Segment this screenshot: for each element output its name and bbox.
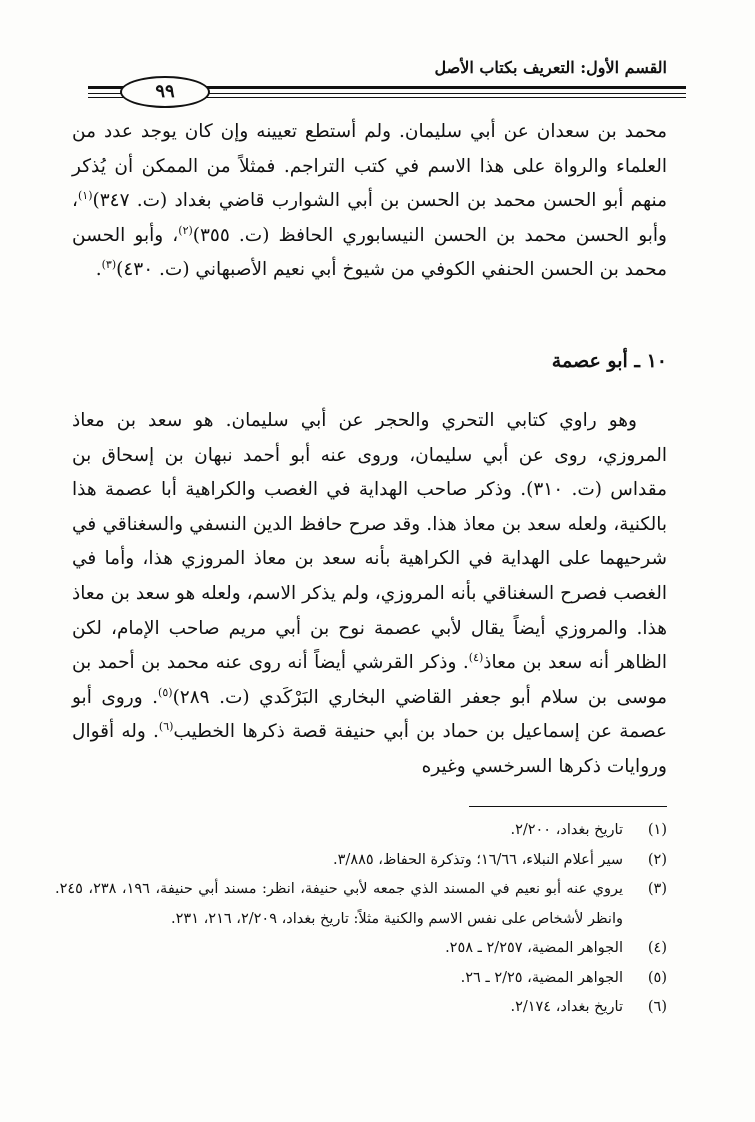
paragraph1-text-c: ، وأبو الحسن محمد بن الحسن الحنفي الكوفي من شيوخ أبي نعيم الأصبهاني (ت. ٤٣٠) bbox=[72, 224, 667, 281]
footnote-text: الجواهر المضية، ٢/٢٥ ـ ٢٦. bbox=[460, 969, 623, 986]
paragraph-abu-isma bbox=[72, 404, 667, 785]
footnote-number: (٤) bbox=[647, 940, 667, 956]
running-head: القسم الأول: التعريف بكتاب الأصل bbox=[434, 58, 667, 77]
footnote-text: تاريخ بغداد، ٢/١٧٤. bbox=[510, 999, 623, 1015]
footnote-ref-1[interactable]: (١) bbox=[77, 189, 93, 203]
footnote bbox=[55, 993, 667, 1023]
footnote-separator bbox=[469, 806, 667, 807]
paragraph1-text-b: ، وأبو الحسن محمد بن الحسن النيسابوري الحافظ (ت. ٣٥٥) bbox=[72, 190, 667, 246]
footnote-number: (٥) bbox=[647, 969, 667, 986]
footnote-text: سير أعلام النبلاء، ١٦/٦٦؛ وتذكرة الحفاظ، ٣/٨٨٥. bbox=[333, 851, 623, 868]
footnote bbox=[55, 875, 667, 934]
footnote-text: تاريخ بغداد، ٢/٢٠٠. bbox=[510, 822, 623, 838]
paragraph2-text-a: وهو راوي كتابي التحري والحجر عن أبي سليمان. هو سعد بن معاذ المروزي، روى عن أبي سليمان، وروى عنه أبو أحمد نبهان بن إسحاق بن مقداس (ت. ٣١٠). وذكر صاحب الهداية في الغصب والكراهية أبا عصمة هذا بالكنية، ولعله سعد بن معاذ هذا. وقد صرح حافظ الدين النسفي والسغناقي في شرحيهما على الهداية في الكراهية بأنه سعد بن معاذ المروزي هذا، وأما في الغصب فصرح السغناقي بأنه المروزي، ولم يذكر الاسم، ولعله هو سعد بن معاذ هذا. والمروزي أيضاً يقال لأبي عصمة نوح بن أبي مريم صاحب الإمام، لكن الظاهر أنه سعد بن معاذ bbox=[72, 410, 668, 674]
footnote-number: (٢) bbox=[647, 851, 667, 868]
footnotes bbox=[55, 816, 667, 1023]
footnote-text: الجواهر المضية، ٢/٢٥٧ ـ ٢٥٨. bbox=[445, 940, 623, 956]
footnote-number: (٦) bbox=[647, 999, 667, 1015]
footnote-ref-6[interactable]: (٦) bbox=[158, 720, 174, 734]
paragraph2-text-d: . وله أقوال وروايات ذكرها السرخسي وغيره bbox=[72, 721, 667, 777]
paragraph2-text-c: . وروى أبو عصمة عن إسماعيل بن حماد بن أبي حنيفة قصة ذكرها الخطيب bbox=[72, 686, 667, 743]
paragraph1-text: محمد بن سعدان عن أبي سليمان. ولم أستطع تعيينه وإن كان يوجد عدد من العلماء والرواة على هذا الاسم في كتب التراجم. فمثلاً من الممكن أن يُذكر منهم أبو الحسن محمد بن الحسن بن أبي الشوارب قاضي بغداد (ت. ٣٤٧) bbox=[72, 121, 667, 212]
footnote bbox=[55, 846, 667, 876]
footnote-ref-4[interactable]: (٤) bbox=[468, 651, 484, 664]
footnote-number: (٣) bbox=[647, 881, 667, 897]
footnote-text: يروي عنه أبو نعيم في المسند الذي جمعه لأبي حنيفة، انظر: مسند أبي حنيفة، ١٩٦، ٢٣٨، ٢٤٥. وانظر لأشخاص على نفس الاسم والكنية مثلاً: تاريخ بغداد، ٢/٢٠٩، ٢١٦، ٢٣١. bbox=[55, 881, 623, 927]
paragraph1-end: . bbox=[95, 259, 102, 281]
paragraph-continued bbox=[72, 115, 667, 288]
footnote bbox=[55, 816, 667, 846]
footnote-ref-3[interactable]: (٣) bbox=[101, 258, 117, 272]
paragraph2-text-b: . وذكر القرشي أيضاً أنه روى عنه محمد بن أحمد بن موسى بن سلام أبو جعفر القاضي البخاري البَرْكَدي (ت. ٢٨٩) bbox=[72, 652, 667, 708]
section-heading: ١٠ ـ أبو عصمة bbox=[551, 350, 667, 372]
footnote-ref-5[interactable]: (٥) bbox=[158, 685, 173, 699]
page-number: ٩٩ bbox=[120, 76, 210, 108]
footnote bbox=[55, 964, 667, 994]
footnote-number: (١) bbox=[647, 822, 667, 838]
footnote-ref-2[interactable]: (٢) bbox=[178, 223, 193, 237]
footnote bbox=[55, 934, 667, 964]
